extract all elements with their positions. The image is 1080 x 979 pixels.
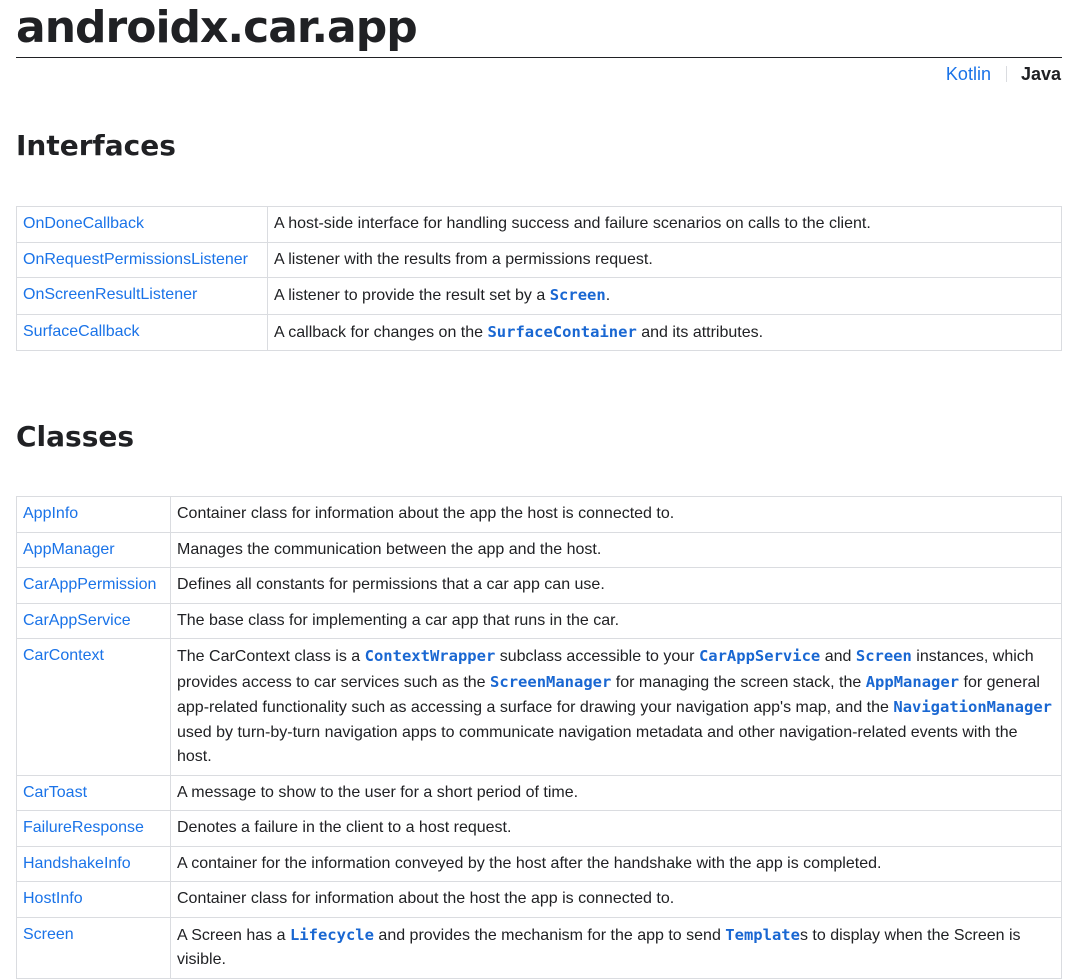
api-link[interactable]: FailureResponse (23, 819, 144, 836)
name-cell (17, 846, 171, 882)
description-text: A message to show to the user for a short period of time. (177, 783, 579, 801)
name-cell (17, 639, 171, 776)
interfaces-heading: Interfaces (16, 129, 176, 162)
description-cell (268, 207, 1062, 243)
description-text: A host-side interface for handling success and failure scenarios on calls to the client. (274, 215, 871, 232)
name-cell (17, 278, 268, 315)
code-link[interactable]: ScreenManager (490, 672, 612, 691)
description-text: for general app-related functionality such as accessing a surface for drawing your navigation app's map, and the (177, 673, 1040, 716)
description-text: A listener with the results from a permissions request. (274, 250, 653, 268)
api-link[interactable]: CarContext (23, 647, 104, 664)
name-cell (17, 917, 171, 978)
code-link[interactable]: AppManager (865, 672, 960, 691)
java-language-link[interactable]: Java (1020, 64, 1061, 84)
api-link[interactable]: CarToast (23, 783, 88, 801)
name-cell (17, 314, 268, 351)
description-text: instances, which provides access to car services such as the (177, 648, 1034, 691)
table-row (17, 568, 1062, 604)
description-text: A listener to provide the result set by a (274, 287, 550, 304)
table-row (17, 775, 1062, 811)
name-cell (17, 497, 171, 533)
name-cell (17, 242, 268, 278)
page-title: androidx.car.app (16, 2, 417, 53)
code-link[interactable]: Screen (549, 286, 606, 304)
description-text: Denotes a failure in the client to a host request. (177, 819, 512, 836)
code-link[interactable]: SurfaceContainer (487, 322, 637, 341)
code-link[interactable]: NavigationManager (893, 698, 1052, 716)
api-link[interactable]: AppManager (23, 540, 115, 558)
description-text: The base class for implementing a car app that runs in the car. (177, 611, 620, 629)
name-cell (17, 882, 171, 918)
description-cell (171, 882, 1062, 918)
name-cell (17, 532, 171, 568)
api-link[interactable]: OnRequestPermissionsListener (23, 250, 248, 268)
description-text: s to display when the Screen is visible. (177, 926, 1021, 968)
table-row (17, 278, 1062, 315)
description-text: A Screen has a (177, 926, 290, 944)
name-cell (17, 207, 268, 243)
classes-heading: Classes (16, 420, 135, 453)
table-row (17, 532, 1062, 568)
description-cell (171, 568, 1062, 604)
description-text: and provides the mechanism for the app to send (373, 926, 726, 944)
code-link[interactable]: ContextWrapper (364, 647, 496, 665)
description-cell (171, 603, 1062, 639)
classes-table (16, 496, 1062, 979)
name-cell (17, 603, 171, 639)
description-text: . (605, 287, 611, 304)
title-divider (16, 57, 1062, 58)
name-cell (17, 568, 171, 604)
name-cell (17, 775, 171, 811)
language-switch (946, 62, 1061, 86)
description-text: Manages the communication between the app and the host. (177, 540, 602, 558)
table-row (17, 811, 1062, 847)
table-row (17, 846, 1062, 882)
api-link[interactable]: CarAppPermission (23, 576, 157, 593)
description-cell (171, 532, 1062, 568)
description-cell (171, 811, 1062, 847)
name-cell (17, 811, 171, 847)
table-row (17, 917, 1062, 978)
description-text: and (820, 648, 856, 665)
code-link[interactable]: Lifecycle (289, 925, 374, 944)
description-text: Container class for information about the app the host is connected to. (177, 505, 675, 522)
table-row (17, 639, 1062, 776)
table-row (17, 242, 1062, 278)
api-link[interactable]: AppInfo (23, 505, 79, 522)
description-cell (268, 278, 1062, 315)
description-text: subclass accessible to your (495, 648, 699, 665)
description-cell (171, 846, 1062, 882)
table-row (17, 603, 1062, 639)
code-link[interactable]: Template (725, 925, 800, 944)
description-text: The CarContext class is a (177, 648, 365, 665)
interfaces-table (16, 206, 1062, 351)
api-link[interactable]: HandshakeInfo (23, 854, 131, 872)
description-text: and its attributes. (636, 323, 764, 341)
code-link[interactable]: Screen (855, 647, 912, 665)
description-cell (171, 917, 1062, 978)
language-separator (1006, 66, 1007, 82)
table-row (17, 882, 1062, 918)
code-link[interactable]: CarAppService (698, 647, 821, 665)
table-row (17, 207, 1062, 243)
kotlin-language-link[interactable]: Kotlin (945, 64, 991, 84)
description-text: A container for the information conveyed by the host after the handshake with the app is completed. (177, 854, 882, 872)
description-text: Defines all constants for permissions that a car app can use. (177, 576, 605, 593)
table-row (17, 497, 1062, 533)
api-link[interactable]: Screen (23, 925, 74, 943)
api-link[interactable]: HostInfo (23, 890, 83, 907)
description-cell (268, 314, 1062, 351)
description-text: for managing the screen stack, the (611, 673, 866, 691)
api-link[interactable]: OnDoneCallback (23, 215, 144, 232)
api-link[interactable]: CarAppService (23, 611, 131, 629)
table-row (17, 314, 1062, 351)
api-link[interactable]: OnScreenResultListener (23, 286, 198, 303)
description-text: A callback for changes on the (274, 323, 488, 341)
description-cell (171, 639, 1062, 776)
api-link[interactable]: SurfaceCallback (23, 322, 140, 340)
description-cell (171, 775, 1062, 811)
description-cell (171, 497, 1062, 533)
description-text: Container class for information about the host the app is connected to. (177, 890, 675, 907)
description-text: used by turn-by-turn navigation apps to communicate navigation metadata and other navigation-related events with the host. (177, 723, 1018, 765)
description-cell (268, 242, 1062, 278)
